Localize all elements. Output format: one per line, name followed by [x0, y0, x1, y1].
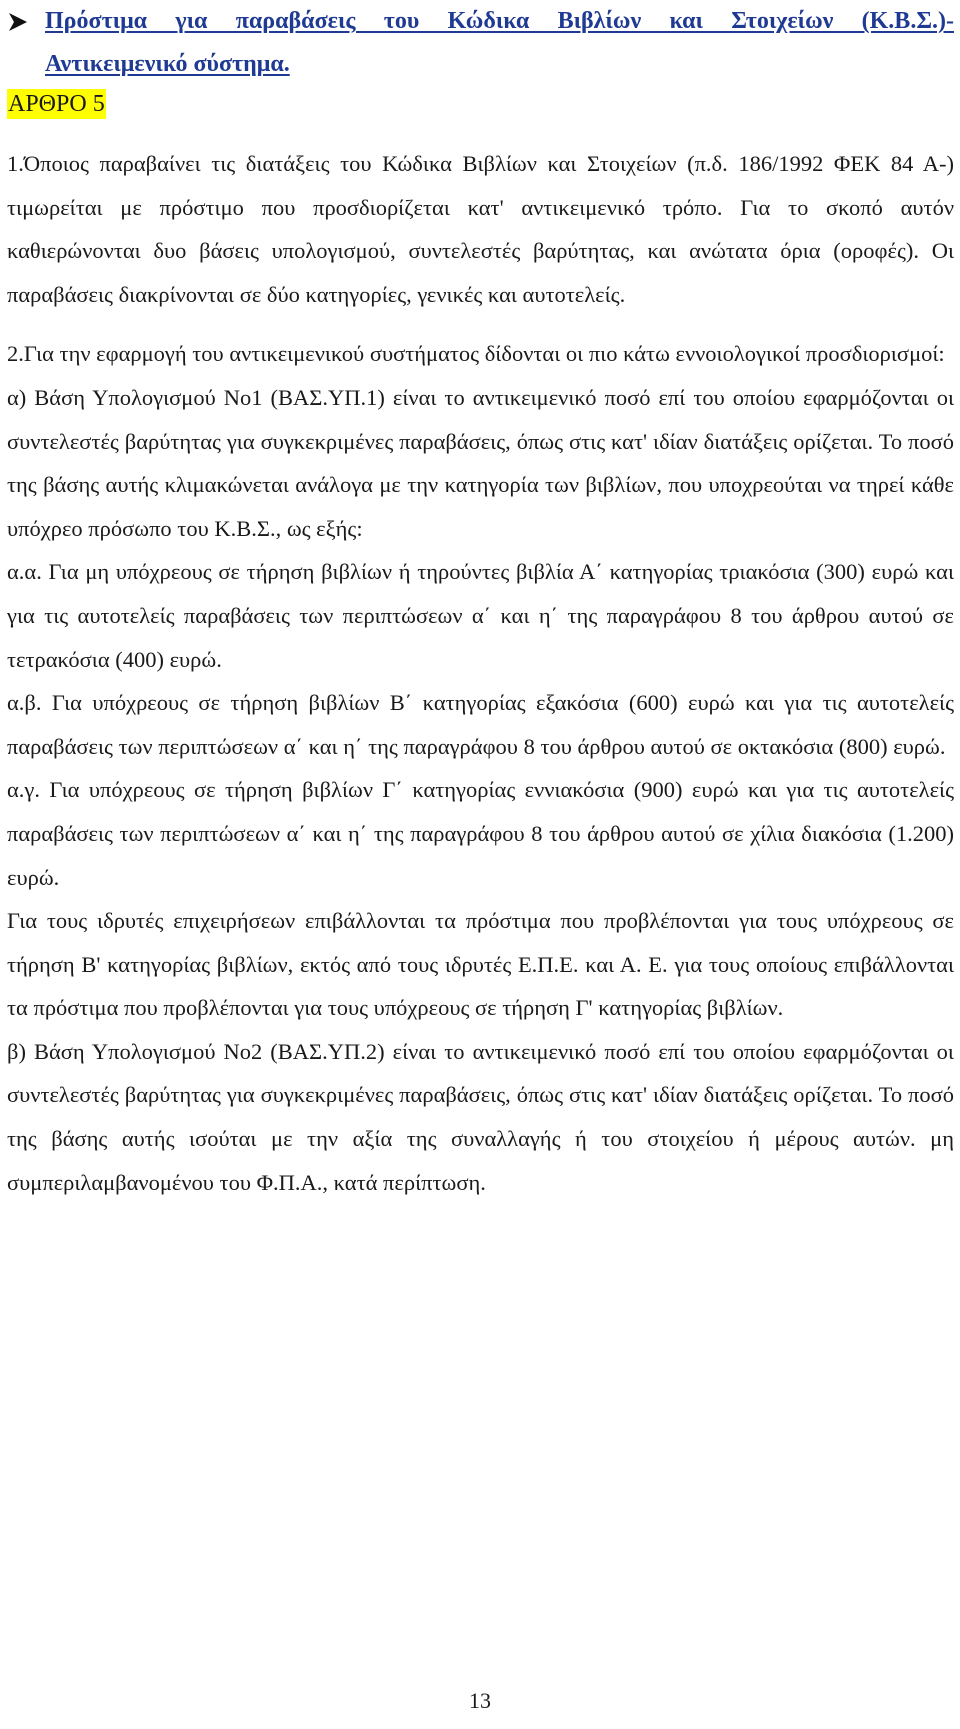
heading-line-2: Αντικειμενικό σύστημα.	[45, 51, 290, 77]
heading-line-1: Πρόστιμα για παραβάσεις του Κώδικα Βιβλίων και Στοιχείων (Κ.Β.Σ.)-	[45, 8, 954, 34]
page-number: 13	[469, 1688, 491, 1713]
paragraph-ag: α.γ. Για υπόχρεους σε τήρηση βιβλίων Γ΄ κατηγορίας εννιακόσια (900) ευρώ και για τις αυτοτελείς παραβάσεις των περιπτώσεων α΄ και η΄ της παραγράφου 8 του άρθρου αυτού σε χίλια διακόσια (1.200) ευρώ.	[7, 777, 954, 890]
paragraph-b: β) Βάση Υπολογισμού Νο2 (ΒΑΣ.ΥΠ.2) είναι το αντικειμενικό ποσό επί του οποίου εφαρμόζονται οι συντελεστές βαρύτητας για συγκεκριμένες παραβάσεις, όπως στις κατ' ιδίαν διατάξεις ορίζεται. Το ποσό της βάσης αυτής ισούται με την αξία της συναλλαγής ή του στοιχείου ή μέρους αυτών. μη συμπεριλαμβανομένου του Φ.Π.Α., κατά περίπτωση.	[7, 1038, 954, 1195]
paragraph-2: 2.Για την εφαρμογή του αντικειμενικού συστήματος δίδονται οι πιο κάτω εννοιολογικοί προσδιορισμοί:	[7, 341, 945, 367]
paragraph-founders: Για τους ιδρυτές επιχειρήσεων επιβάλλονται τα πρόστιμα που προβλέπονται για τους υπόχρεους σε τήρηση Β' κατηγορίας βιβλίων, εκτός από τους ιδρυτές Ε.Π.Ε. και Α. Ε. για τους οποίους επιβάλλονται τα πρόστιμα που προβλέπονται για τους υπόχρεους σε τήρηση Γ' κατηγορίας βιβλίων.	[7, 908, 954, 1021]
section-heading	[7, 0, 954, 86]
paragraph-1: 1.Όποιος παραβαίνει τις διατάξεις του Κώδικα Βιβλίων και Στοιχείων (π.δ. 186/1992 ΦΕΚ 84 Α-) τιμωρείται με πρόστιμο που προσδιορίζεται κατ' αντικειμενικό τρόπο. Για το σκοπό αυτόν καθιερώνονται δυο βάσεις υπολογισμού, συντελεστές βαρύτητας, και ανώτατα όρια (οροφές). Οι παραβάσεις διακρίνονται σε δύο κατηγορίες, γενικές και αυτοτελείς.	[7, 151, 954, 307]
article-body	[7, 142, 954, 1204]
article-label: ΑΡΘΡΟ 5	[8, 91, 105, 117]
paragraph-a: α) Βάση Υπολογισμού Νο1 (ΒΑΣ.ΥΠ.1) είναι το αντικειμενικό ποσό επί του οποίου εφαρμόζονται οι συντελεστές βαρύτητας για συγκεκριμένες παραβάσεις, όπως στις κατ' ιδίαν διατάξεις ορίζεται. Το ποσό της βάσης αυτής κλιμακώνεται ανάλογα με την κατηγορία των βιβλίων, που υποχρεούται να τηρεί κάθε υπόχρεο πρόσωπο του Κ.Β.Σ., ως εξής:	[7, 384, 954, 541]
paragraph-ab: α.β. Για υπόχρεους σε τήρηση βιβλίων Β΄ κατηγορίας εξακόσια (600) ευρώ και για τις αυτοτελείς παραβάσεις των περιπτώσεων α΄ και η΄ της παραγράφου 8 του άρθρου αυτού σε οκτακόσια (800) ευρώ.	[7, 690, 954, 759]
arrow-bullet-icon	[7, 0, 37, 43]
paragraph-aa: α.α. Για μη υπόχρεους σε τήρηση βιβλίων ή τηρούντες βιβλία Α΄ κατηγορίας τριακόσια (300) ευρώ και για τις αυτοτελείς παραβάσεις των περιπτώσεων α΄ και η΄ της παραγράφου 8 του άρθρου αυτού σε τετρακόσια (400) ευρώ.	[7, 559, 954, 672]
document-page	[7, 0, 954, 1204]
